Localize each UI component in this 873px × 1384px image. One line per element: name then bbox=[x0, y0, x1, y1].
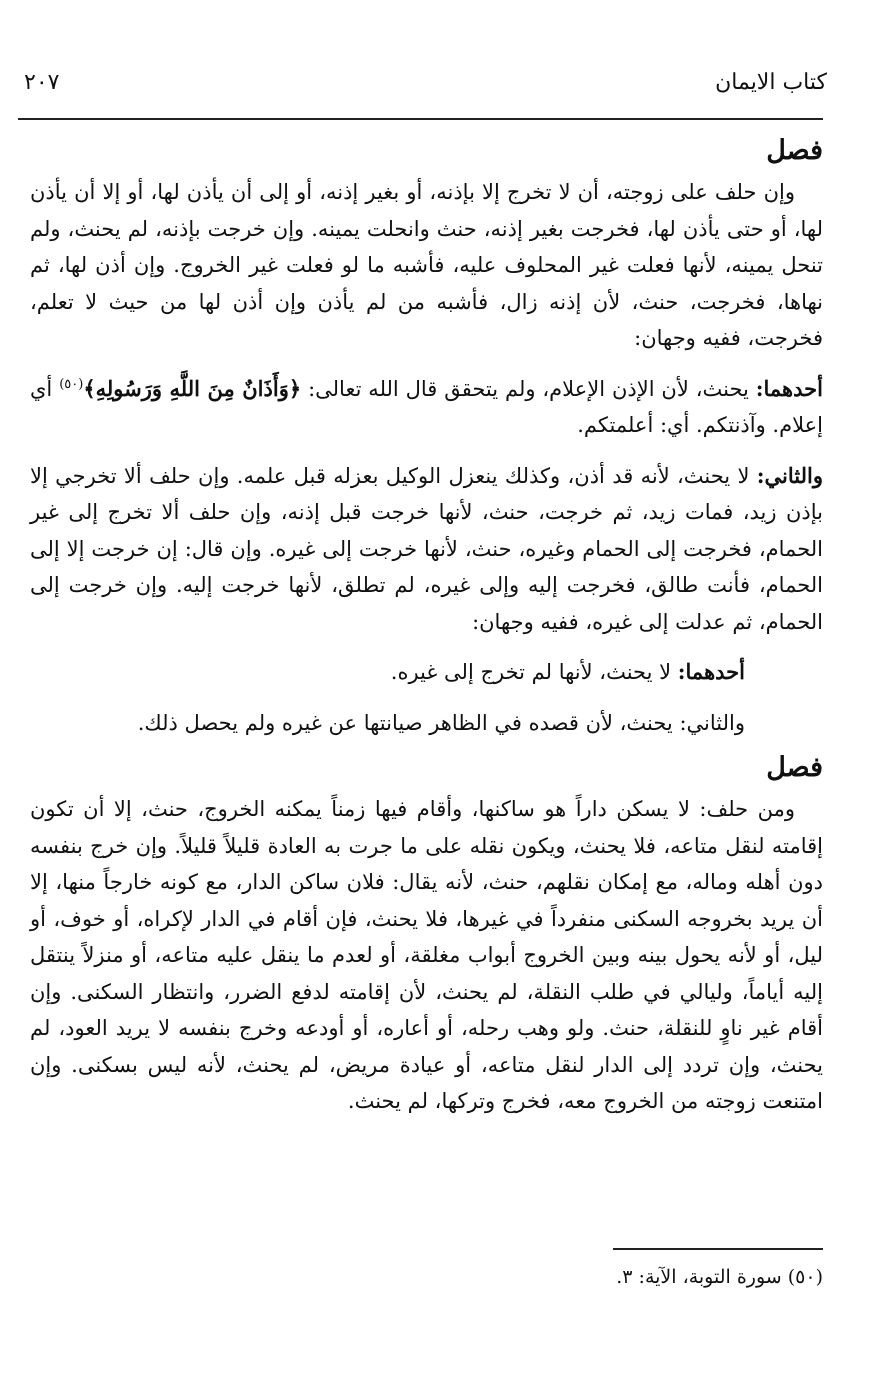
running-head bbox=[24, 62, 827, 102]
header-rule bbox=[18, 118, 823, 120]
term-paragraph bbox=[30, 458, 823, 641]
section-heading: فصل bbox=[766, 752, 823, 783]
quran-verse: ﴿وَأَذَانٌ مِنَ اللَّهِ وَرَسُولِهِ﴾ bbox=[83, 375, 302, 401]
term-lead: أحدهما: bbox=[677, 659, 745, 684]
term-paragraph bbox=[30, 705, 823, 742]
term-text: لا يحنث، لأنه قد أذن، وكذلك ينعزل الوكيل بعزله قبل علمه. وإن حلف ألا تخرجي إلا بإذن زيد، فمات زيد، ثم خرجت، حنث، لأنها خرجت قبل إذنه، وإن حلف ألا تخرج إلى غير الحمام، فخرجت إلى الحمام وغيره، حنث، لأنها خرجت إلى غيره. وإن قال: إن خرجت إلا إلى الحمام، فأنت طالق، فخرجت إليه وإلى غيره، لم تطلق، لأنها خرجت إليه. وإن خرجت إلى الحمام، ثم عدلت إلى غيره، ففيه وجهان: bbox=[30, 463, 823, 634]
term-text: لا يحنث، لأنها لم تخرج إلى غيره. bbox=[390, 660, 672, 684]
chapter-title: كتاب الايمان bbox=[715, 69, 827, 95]
main-text bbox=[30, 128, 823, 1120]
paragraph: وإن حلف على زوجته، أن لا تخرج إلا بإذنه، أو بغير إذنه، أو إلى أن يأذن لها، أو إلا أن يأذن لها، أو حتى يأذن لها، فخرجت بغير إذنه، حنث وانحلت يمينه. وإن خرجت بإذنه، لم يحنث، ولم تنحل يمينه، لأنها فعلت غير المحلوف عليه، فأشبه ما لو فعلت غير الخروج. وإن أذن لها، ثم نهاها، فخرجت، حنث، لأن إذنه زال، فأشبه من لم يأذن وإن أذن لها من حيث لا تعلم، فخرجت، ففيه وجهان: bbox=[30, 180, 823, 350]
footnote-rule bbox=[613, 1248, 823, 1250]
term-text: يحنث، لأن الإذن الإعلام، ولم يتحقق قال الله تعالى: bbox=[308, 376, 749, 401]
term-text: والثاني: يحنث، لأن قصده في الظاهر صيانتها عن غيره ولم يحصل ذلك. bbox=[137, 710, 745, 735]
term-lead: والثاني: bbox=[756, 462, 823, 488]
page-number: ٢٠٧ bbox=[24, 69, 60, 95]
footnote: (٥٠) سورة التوبة، الآية: ٣. bbox=[616, 1266, 823, 1288]
footnote-ref[interactable]: (٥٠) bbox=[59, 376, 84, 392]
term-lead: أحدهما: bbox=[755, 375, 823, 401]
term-text: أي إعلام. وآذنتكم. أي: أعلمتكم. bbox=[30, 376, 823, 437]
term-paragraph bbox=[30, 654, 823, 691]
term-paragraph bbox=[30, 371, 823, 444]
paragraph: ومن حلف: لا يسكن داراً هو ساكنها، وأقام فيها زمناً يمكنه الخروج، حنث، إلا أن تكون إقامته لنقل متاعه، فلا يحنث، ويكون نقله على ما جرت به العادة قليلاً قليلاً. وإن خرج بنفسه دون أهله وماله، مع إمكان نقلهم، حنث، لأنه يقال: فلان ساكن الدار، مع كونه خارجاً منها، إلا أن يريد بخروجه السكنى منفرداً في غيرها، فلا يحنث، فإن أقام في الدار لإكراه، أو خوف، أو ليل، أو لأنه يحول بينه وبين الخروج أبواب مغلقة، أو لعدم ما ينقل عليه متاعه، أو منزلاً ينتقل إليه أياماً، وليالي في طلب النقلة، لم يحنث، لأن إقامته لدفع الضرر، وانتظار السكنى. وإن أقام غير ناوٍ للنقلة، حنث. ولو وهب رحله، أو أعاره، أو أودعه وخرج بنفسه لا يريد العود، لم يحنث، وإن تردد إلى الدار لنقل متاعه، أو عيادة مريض، لم يحنث، لأنه ليس بسكنى. وإن امتنعت زوجته من الخروج معه، فخرج وتركها، لم يحنث. bbox=[30, 797, 823, 1113]
section-heading: فصل bbox=[766, 135, 823, 166]
